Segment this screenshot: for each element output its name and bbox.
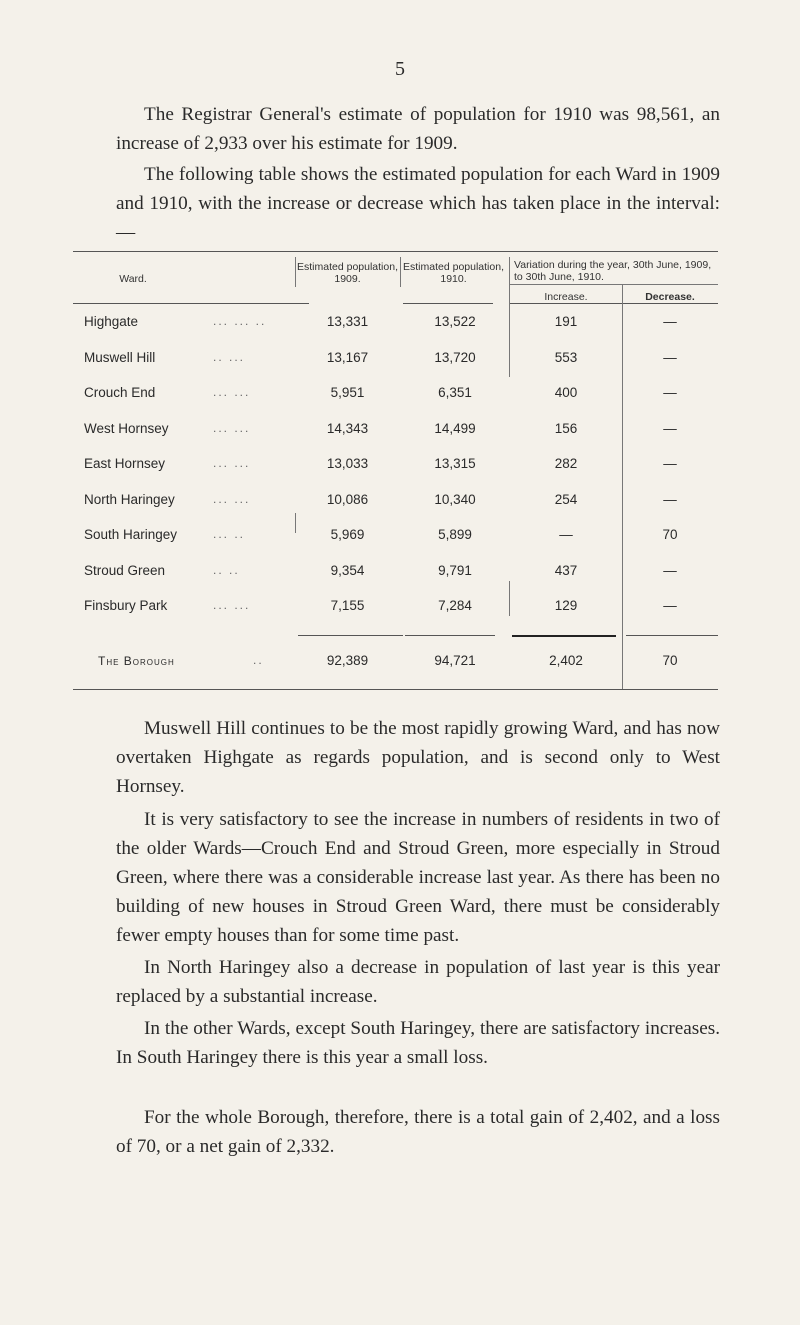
leader-dots: ... ... ..	[213, 314, 267, 328]
cell-increase: 437	[554, 563, 578, 578]
cell-decrease: 70	[662, 527, 678, 542]
cell-increase: 129	[554, 598, 578, 613]
total-rule-1909	[298, 635, 403, 636]
cell-increase: —	[559, 527, 573, 542]
cell-pop-1910: 13,315	[434, 456, 476, 471]
ward-name: Highgate	[84, 314, 139, 329]
cell-pop-1909: 5,951	[330, 385, 365, 400]
cell-pop-1910: 5,899	[438, 527, 472, 542]
cell-decrease: —	[663, 350, 677, 365]
cell-pop-1909: 14,343	[326, 421, 369, 436]
body-paragraph: Muswell Hill continues to be the most rapidly growing Ward, and has now overtaken Highgate as regards population, and is second only to West Hornsey.	[116, 718, 720, 797]
cell-pop-1909: 13,167	[326, 350, 369, 365]
cell-pop-1910: 10,340	[434, 492, 476, 507]
cell-decrease: —	[663, 385, 677, 400]
intro-paragraph: The Registrar General's estimate of population for 1910 was 98,561, an increase of 2,933 over his estimate for 1909.	[116, 104, 720, 154]
header-rule-variation	[510, 303, 718, 304]
cell-decrease: —	[663, 492, 677, 507]
leader-dots: ... ...	[213, 385, 251, 399]
body-paragraph: In North Haringey also a decrease in population of last year is this year replaced by a substantial increase.	[116, 957, 720, 1007]
cell-increase: 400	[554, 385, 578, 400]
cell-pop-1910: 6,351	[438, 385, 472, 400]
leader-dots: .. ..	[213, 563, 240, 577]
ward-name: Crouch End	[84, 385, 156, 400]
leader-dots: ... ...	[213, 598, 251, 612]
page-number: 5	[395, 58, 405, 80]
leader-dots: ... ..	[213, 527, 246, 541]
leader-dots: ... ...	[213, 421, 251, 435]
cell-pop-1910: 14,499	[434, 421, 476, 436]
table-intro-paragraph: The following table shows the estimated population for each Ward in 1909 and 1910, with the increase or decrease which has taken place in the interval: —	[116, 164, 720, 243]
leader-dots: ... ...	[213, 492, 251, 506]
cell-pop-1909: 92,389	[326, 653, 369, 668]
cell-pop-1909: 10,086	[326, 492, 369, 507]
ward-name: Muswell Hill	[84, 350, 156, 365]
ward-name: South Haringey	[84, 527, 178, 542]
cell-pop-1910: 13,522	[434, 314, 476, 329]
body-paragraph: It is very satisfactory to see the increase in numbers of residents in two of the older Wards—Crouch End and Stroud Green, more especially in Stroud Green, where there was a considerable increase last year. As there has been no building of new houses in Stroud Green Ward, there must be considerably fewer empty houses than for some time past.	[116, 809, 720, 946]
total-rule-increase	[512, 635, 616, 637]
header-decrease: Decrease.	[645, 291, 695, 303]
ward-name: East Hornsey	[84, 456, 166, 471]
cell-increase: 254	[554, 492, 578, 507]
cell-pop-1910: 9,791	[438, 563, 472, 578]
leader-dots: ... ...	[213, 456, 251, 470]
population-table	[73, 251, 718, 691]
table-bottom-rule	[73, 689, 718, 690]
cell-increase: 156	[554, 421, 578, 436]
header-pop-1910: Estimated population, 1910.	[403, 261, 504, 285]
cell-decrease: —	[663, 314, 677, 329]
cell-pop-1910: 94,721	[434, 653, 476, 668]
variation-sub-rule	[510, 284, 718, 285]
cell-increase: 282	[554, 456, 578, 471]
header-rule-1910	[403, 303, 493, 304]
cell-increase: 191	[554, 314, 578, 329]
cell-decrease: —	[663, 563, 677, 578]
cell-pop-1909: 9,354	[330, 563, 365, 578]
table-top-rule	[73, 251, 718, 252]
cell-pop-1910: 13,720	[434, 350, 476, 365]
cell-pop-1909: 5,969	[330, 527, 365, 542]
cell-pop-1909: 13,331	[326, 314, 369, 329]
cell-decrease: —	[663, 421, 677, 436]
ward-name: Finsbury Park	[84, 598, 168, 613]
ward-name: West Hornsey	[84, 421, 169, 436]
cell-decrease: 70	[662, 653, 678, 668]
col-divider-4	[622, 285, 623, 689]
header-ward: Ward.	[119, 273, 147, 285]
cell-decrease: —	[663, 598, 677, 613]
leader-dots: ..	[253, 653, 264, 667]
cell-increase: 2,402	[549, 653, 583, 668]
header-rule-ward	[73, 303, 309, 304]
cell-pop-1909: 13,033	[326, 456, 369, 471]
total-rule-1910	[405, 635, 495, 636]
header-pop-1909: Estimated population, 1909.	[297, 261, 398, 285]
body-paragraph: For the whole Borough, therefore, there is a total gain of 2,402, and a loss of 70, or a net gain of 2,332.	[116, 1107, 720, 1157]
total-rule-decrease	[626, 635, 718, 636]
ward-name: North Haringey	[84, 492, 175, 507]
leader-dots: .. ...	[213, 350, 246, 364]
cell-pop-1909: 7,155	[330, 598, 365, 613]
ward-name: Stroud Green	[84, 563, 166, 578]
total-label: The Borough	[98, 654, 175, 668]
body-paragraph: In the other Wards, except South Haringey, there are satisfactory increases. In South Haringey there is this year a small loss.	[116, 1018, 720, 1068]
header-variation: Variation during the year, 30th June, 1909, to 30th June, 1910.	[514, 259, 712, 283]
cell-increase: 553	[554, 350, 578, 365]
cell-pop-1910: 7,284	[438, 598, 472, 613]
header-increase: Increase.	[544, 291, 588, 303]
cell-decrease: —	[663, 456, 677, 471]
